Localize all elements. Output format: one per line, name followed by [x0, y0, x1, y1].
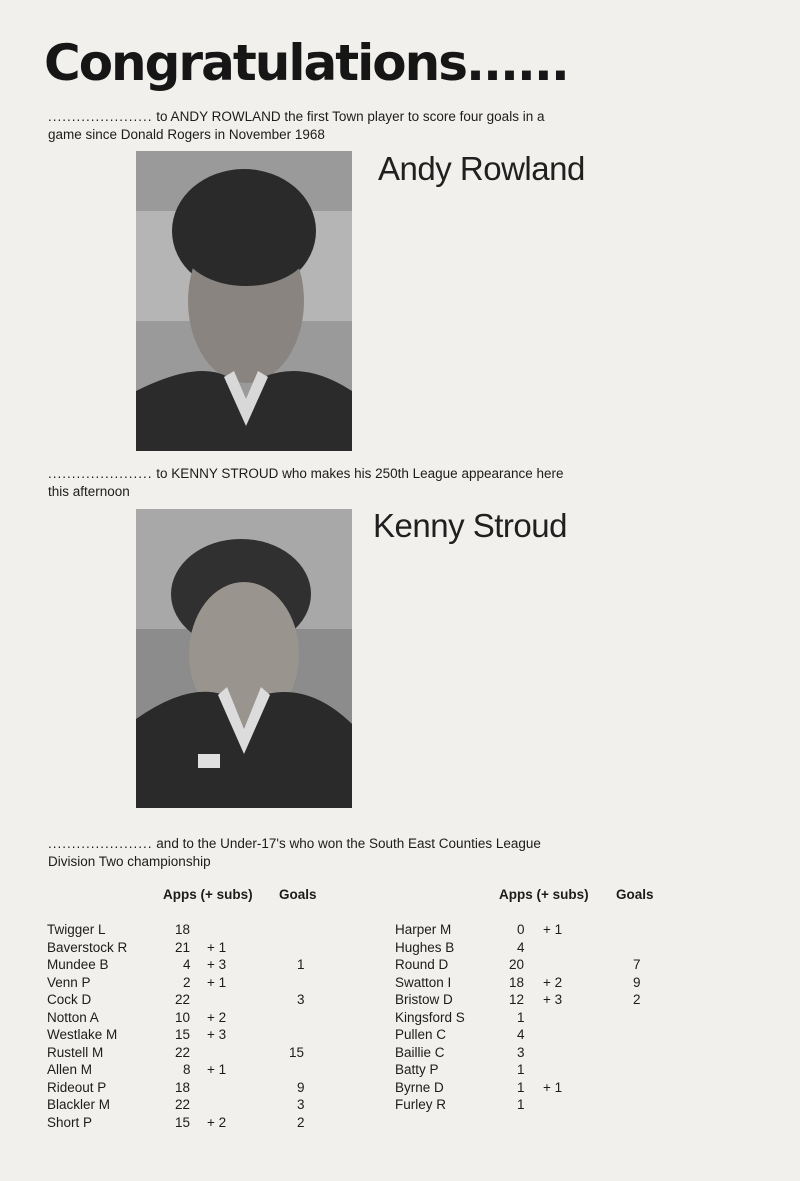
under17-caption-text-2: Division Two championship — [48, 854, 211, 869]
leader-dots: ...................... — [48, 466, 153, 481]
player-apps: 2 — [183, 974, 191, 990]
player-name: Allen M — [47, 1062, 93, 1077]
player-name: Pullen C — [395, 1027, 447, 1042]
player-apps: 1 — [517, 1079, 525, 1095]
player-apps: 4 — [517, 1027, 525, 1042]
player-goals: 9 — [633, 974, 641, 990]
page-headline: Congratulations...... — [44, 34, 568, 92]
player-apps: 1 — [517, 1009, 525, 1025]
player-apps: 10 — [175, 1009, 191, 1025]
player-name: Rideout P — [47, 1079, 107, 1095]
player-name: Bristow D — [395, 992, 453, 1007]
table-row — [47, 956, 357, 974]
player-goals: 9 — [297, 1079, 305, 1095]
table-row — [395, 1026, 705, 1044]
table-row — [395, 974, 705, 992]
table-row — [395, 1079, 705, 1097]
stats-table-right — [395, 921, 705, 1114]
player-name: Swatton I — [395, 974, 452, 990]
player-apps: 1 — [517, 1062, 525, 1077]
player-name: Venn P — [47, 974, 91, 990]
player-name: Short P — [47, 1114, 93, 1130]
player-subs: + 2 — [207, 1114, 227, 1130]
stroud-caption-text: to KENNY STROUD who makes his 250th League appearance here — [156, 466, 564, 481]
stroud-caption-text-2: this afternoon — [48, 484, 130, 499]
player-name: Baillie C — [395, 1044, 445, 1060]
player-apps: 15 — [175, 1114, 191, 1130]
player-apps: 22 — [175, 992, 191, 1007]
table-row — [47, 1096, 357, 1114]
player-name: Westlake M — [47, 1027, 118, 1042]
player-goals: 15 — [289, 1044, 305, 1060]
leader-dots: ...................... — [48, 109, 153, 124]
player-subs: + 2 — [207, 1009, 227, 1025]
table-row — [395, 956, 705, 974]
player-goals: 2 — [633, 992, 641, 1007]
under17-caption-text: and to the Under-17's who won the South East Counties League — [156, 836, 541, 851]
stroud-caption — [48, 465, 738, 501]
table-row — [395, 1061, 705, 1079]
apps-header-left: Apps (+ subs) — [163, 887, 253, 902]
player-subs: + 1 — [207, 974, 227, 990]
player-apps: 21 — [175, 939, 191, 955]
table-row — [47, 1009, 357, 1027]
player-apps: 22 — [175, 1097, 191, 1112]
player-name: Furley R — [395, 1097, 447, 1112]
player-subs: + 2 — [543, 974, 563, 990]
player-goals: 1 — [297, 957, 305, 972]
table-row — [47, 1114, 357, 1132]
player-subs: + 1 — [207, 939, 227, 955]
player-apps: 18 — [175, 1079, 191, 1095]
table-row — [395, 1044, 705, 1062]
player-apps: 4 — [183, 957, 191, 972]
player-apps: 18 — [175, 922, 191, 937]
player-name: Byrne D — [395, 1079, 444, 1095]
table-row — [47, 1061, 357, 1079]
player-apps: 12 — [509, 992, 525, 1007]
table-row — [47, 939, 357, 957]
leader-dots: ...................... — [48, 836, 153, 851]
player-name: Batty P — [395, 1062, 439, 1077]
table-row — [47, 921, 357, 939]
kenny-stroud-name: Kenny Stroud — [373, 507, 567, 544]
player-name: Kingsford S — [395, 1009, 465, 1025]
table-row — [395, 1096, 705, 1114]
player-goals: 2 — [297, 1114, 305, 1130]
player-name: Twigger L — [47, 922, 106, 937]
rowland-caption — [48, 108, 738, 144]
player-apps: 4 — [517, 939, 525, 955]
player-goals: 3 — [297, 992, 305, 1007]
andy-rowland-photo — [136, 151, 352, 451]
player-name: Hughes B — [395, 939, 455, 955]
player-apps: 0 — [517, 922, 525, 937]
rowland-caption-text: to ANDY ROWLAND the first Town player to score four goals in a — [156, 109, 545, 124]
player-apps: 3 — [517, 1044, 525, 1060]
table-row — [47, 974, 357, 992]
table-row — [47, 1026, 357, 1044]
player-subs: + 3 — [207, 957, 227, 972]
player-name: Cock D — [47, 992, 92, 1007]
player-subs: + 1 — [543, 922, 563, 937]
rowland-caption-text-2: game since Donald Rogers in November 1968 — [48, 127, 325, 142]
player-name: Harper M — [395, 922, 452, 937]
stats-table-left — [47, 921, 357, 1131]
player-name: Notton A — [47, 1009, 99, 1025]
player-apps: 22 — [175, 1044, 191, 1060]
table-row — [47, 991, 357, 1009]
apps-header-right: Apps (+ subs) — [499, 887, 589, 902]
table-row — [395, 939, 705, 957]
table-row — [395, 1009, 705, 1027]
under17-caption — [48, 835, 738, 871]
table-row — [47, 1044, 357, 1062]
player-apps: 18 — [509, 974, 525, 990]
player-goals: 3 — [297, 1097, 305, 1112]
player-name: Mundee B — [47, 957, 109, 972]
player-subs: + 1 — [543, 1079, 563, 1095]
table-row — [395, 991, 705, 1009]
player-apps: 15 — [175, 1027, 191, 1042]
goals-header-right: Goals — [616, 887, 654, 902]
table-row — [395, 921, 705, 939]
player-goals: 7 — [633, 957, 641, 972]
player-apps: 20 — [509, 957, 525, 972]
goals-header-left: Goals — [279, 887, 317, 902]
player-name: Rustell M — [47, 1044, 104, 1060]
andy-rowland-name: Andy Rowland — [378, 150, 585, 187]
player-subs: + 1 — [207, 1062, 227, 1077]
player-apps: 8 — [183, 1062, 191, 1077]
player-subs: + 3 — [543, 992, 563, 1007]
player-subs: + 3 — [207, 1027, 227, 1042]
player-apps: 1 — [517, 1097, 525, 1112]
player-name: Baverstock R — [47, 939, 128, 955]
kenny-stroud-photo — [136, 509, 352, 808]
player-name: Blackler M — [47, 1097, 111, 1112]
player-name: Round D — [395, 957, 449, 972]
table-row — [47, 1079, 357, 1097]
